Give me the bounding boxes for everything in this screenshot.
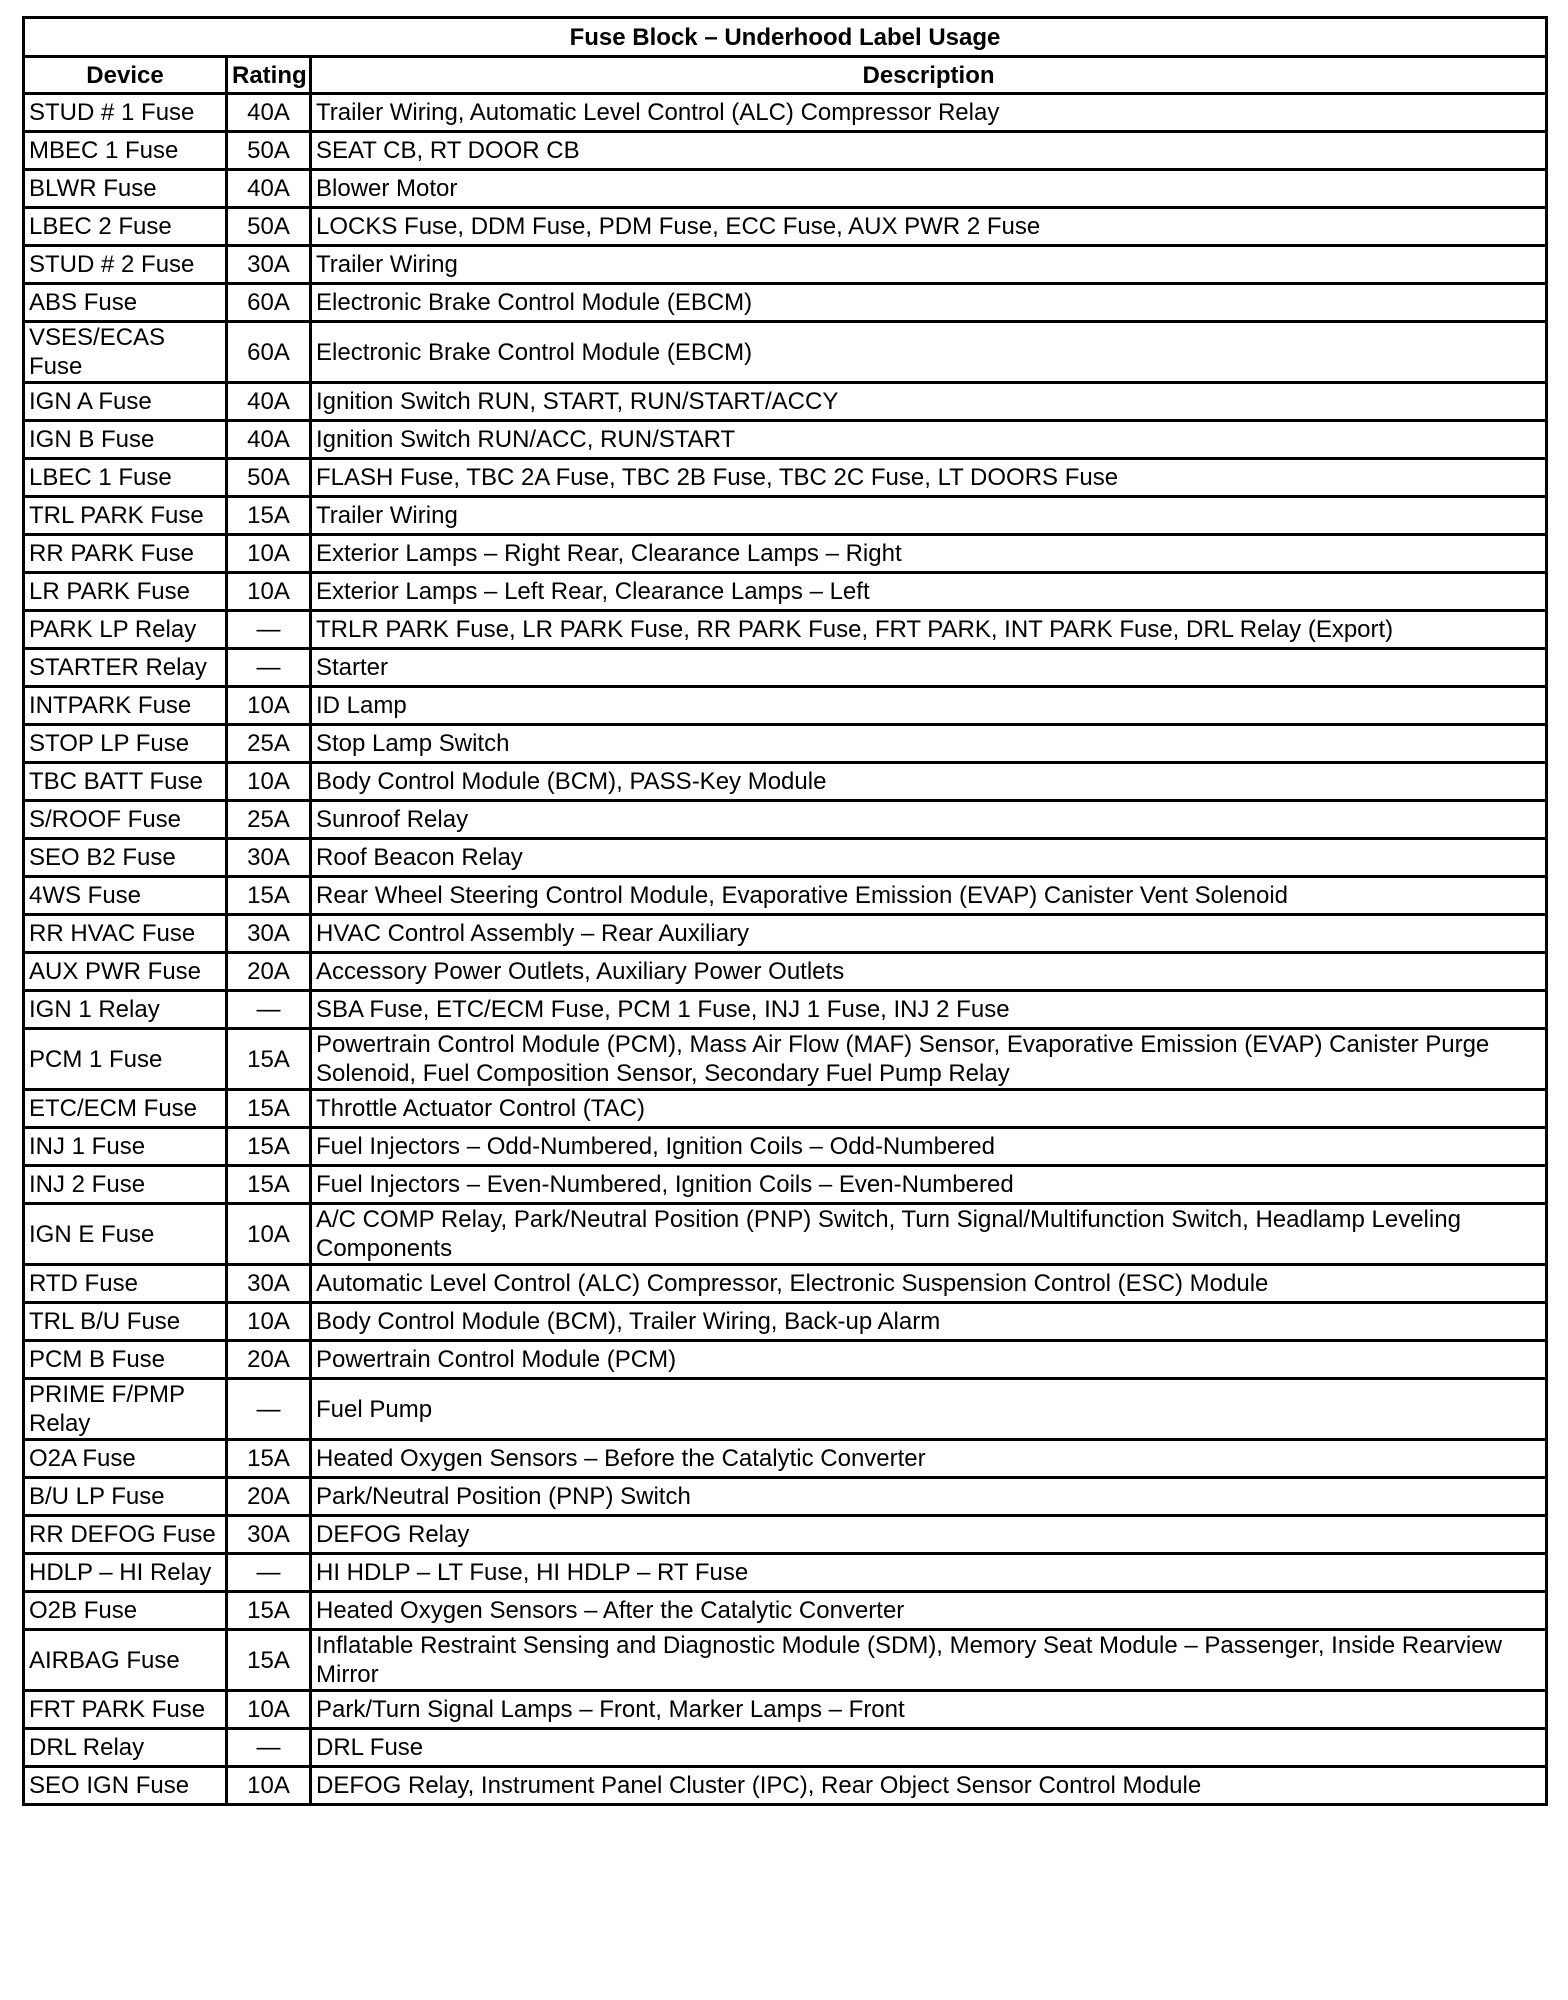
description-cell: ID Lamp [311, 687, 1547, 725]
rating-cell: — [227, 991, 311, 1029]
description-cell: SBA Fuse, ETC/ECM Fuse, PCM 1 Fuse, INJ 1 Fuse, INJ 2 Fuse [311, 991, 1547, 1029]
device-cell: SEO B2 Fuse [24, 839, 227, 877]
description-cell: DEFOG Relay [311, 1516, 1547, 1554]
table-row [24, 1029, 1547, 1090]
description-cell: Sunroof Relay [311, 801, 1547, 839]
device-cell: VSES/ECAS Fuse [24, 322, 227, 383]
description-cell: Trailer Wiring [311, 497, 1547, 535]
device-cell: INJ 2 Fuse [24, 1166, 227, 1204]
description-cell: DEFOG Relay, Instrument Panel Cluster (IPC), Rear Object Sensor Control Module [311, 1767, 1547, 1805]
device-cell: INTPARK Fuse [24, 687, 227, 725]
rating-cell: 30A [227, 915, 311, 953]
device-cell: STUD # 2 Fuse [24, 246, 227, 284]
rating-cell: — [227, 1554, 311, 1592]
table-row [24, 687, 1547, 725]
rating-cell: 10A [227, 1303, 311, 1341]
rating-cell: 15A [227, 1592, 311, 1630]
table-row [24, 1265, 1547, 1303]
table-row [24, 611, 1547, 649]
table-row [24, 725, 1547, 763]
rating-cell: 20A [227, 953, 311, 991]
rating-cell: 25A [227, 725, 311, 763]
device-cell: INJ 1 Fuse [24, 1128, 227, 1166]
device-cell: TRL B/U Fuse [24, 1303, 227, 1341]
device-cell: FRT PARK Fuse [24, 1691, 227, 1729]
rating-cell: 10A [227, 1204, 311, 1265]
description-cell: Fuel Injectors – Even-Numbered, Ignition Coils – Even-Numbered [311, 1166, 1547, 1204]
device-cell: IGN A Fuse [24, 383, 227, 421]
description-cell: Roof Beacon Relay [311, 839, 1547, 877]
device-cell: AUX PWR Fuse [24, 953, 227, 991]
description-cell: Trailer Wiring [311, 246, 1547, 284]
description-cell: Electronic Brake Control Module (EBCM) [311, 322, 1547, 383]
device-cell: B/U LP Fuse [24, 1478, 227, 1516]
device-cell: STOP LP Fuse [24, 725, 227, 763]
table-row [24, 1166, 1547, 1204]
table-row [24, 1767, 1547, 1805]
rating-cell: 40A [227, 421, 311, 459]
device-cell: TBC BATT Fuse [24, 763, 227, 801]
rating-cell: 40A [227, 383, 311, 421]
rating-cell: 15A [227, 1630, 311, 1691]
description-cell: Ignition Switch RUN/ACC, RUN/START [311, 421, 1547, 459]
table-row [24, 763, 1547, 801]
rating-cell: — [227, 1379, 311, 1440]
description-cell: Exterior Lamps – Right Rear, Clearance Lamps – Right [311, 535, 1547, 573]
description-cell: TRLR PARK Fuse, LR PARK Fuse, RR PARK Fuse, FRT PARK, INT PARK Fuse, DRL Relay (Export) [311, 611, 1547, 649]
rating-cell: — [227, 649, 311, 687]
header-device: Device [24, 57, 227, 94]
description-cell: Exterior Lamps – Left Rear, Clearance Lamps – Left [311, 573, 1547, 611]
description-cell: Body Control Module (BCM), Trailer Wiring, Back-up Alarm [311, 1303, 1547, 1341]
device-cell: PCM 1 Fuse [24, 1029, 227, 1090]
rating-cell: 50A [227, 459, 311, 497]
header-description: Description [311, 57, 1547, 94]
description-cell: Park/Turn Signal Lamps – Front, Marker Lamps – Front [311, 1691, 1547, 1729]
rating-cell: 30A [227, 839, 311, 877]
description-cell: Blower Motor [311, 170, 1547, 208]
rating-cell: 20A [227, 1478, 311, 1516]
table-row [24, 1204, 1547, 1265]
table-body [24, 94, 1547, 1805]
table-row [24, 1516, 1547, 1554]
rating-cell: 50A [227, 132, 311, 170]
rating-cell: 10A [227, 687, 311, 725]
table-row [24, 649, 1547, 687]
description-cell: Stop Lamp Switch [311, 725, 1547, 763]
table-row [24, 991, 1547, 1029]
device-cell: MBEC 1 Fuse [24, 132, 227, 170]
description-cell: LOCKS Fuse, DDM Fuse, PDM Fuse, ECC Fuse, AUX PWR 2 Fuse [311, 208, 1547, 246]
description-cell: HVAC Control Assembly – Rear Auxiliary [311, 915, 1547, 953]
table-row [24, 877, 1547, 915]
table-row [24, 839, 1547, 877]
device-cell: LBEC 1 Fuse [24, 459, 227, 497]
table-row [24, 459, 1547, 497]
rating-cell: 10A [227, 763, 311, 801]
description-cell: Park/Neutral Position (PNP) Switch [311, 1478, 1547, 1516]
rating-cell: 15A [227, 1090, 311, 1128]
rating-cell: 20A [227, 1341, 311, 1379]
description-cell: SEAT CB, RT DOOR CB [311, 132, 1547, 170]
table-row [24, 1554, 1547, 1592]
rating-cell: 40A [227, 94, 311, 132]
description-cell: Heated Oxygen Sensors – After the Catalytic Converter [311, 1592, 1547, 1630]
rating-cell: 40A [227, 170, 311, 208]
description-cell: Throttle Actuator Control (TAC) [311, 1090, 1547, 1128]
device-cell: BLWR Fuse [24, 170, 227, 208]
rating-cell: 15A [227, 877, 311, 915]
table-row [24, 1729, 1547, 1767]
rating-cell: — [227, 611, 311, 649]
table-row [24, 1592, 1547, 1630]
device-cell: O2B Fuse [24, 1592, 227, 1630]
table-row [24, 1090, 1547, 1128]
device-cell: PARK LP Relay [24, 611, 227, 649]
description-cell: Inflatable Restraint Sensing and Diagnostic Module (SDM), Memory Seat Module – Passenger, Inside Rearview Mirror [311, 1630, 1547, 1691]
rating-cell: 60A [227, 284, 311, 322]
rating-cell: 60A [227, 322, 311, 383]
rating-cell: 30A [227, 246, 311, 284]
description-cell: Powertrain Control Module (PCM) [311, 1341, 1547, 1379]
table-row [24, 132, 1547, 170]
table-row [24, 1341, 1547, 1379]
rating-cell: 30A [227, 1516, 311, 1554]
device-cell: O2A Fuse [24, 1440, 227, 1478]
table-row [24, 573, 1547, 611]
device-cell: ABS Fuse [24, 284, 227, 322]
device-cell: RR DEFOG Fuse [24, 1516, 227, 1554]
table-row [24, 383, 1547, 421]
device-cell: TRL PARK Fuse [24, 497, 227, 535]
device-cell: AIRBAG Fuse [24, 1630, 227, 1691]
table-row [24, 246, 1547, 284]
table-row [24, 801, 1547, 839]
description-cell: HI HDLP – LT Fuse, HI HDLP – RT Fuse [311, 1554, 1547, 1592]
rating-cell: 25A [227, 801, 311, 839]
device-cell: LBEC 2 Fuse [24, 208, 227, 246]
device-cell: PCM B Fuse [24, 1341, 227, 1379]
description-cell: Trailer Wiring, Automatic Level Control (ALC) Compressor Relay [311, 94, 1547, 132]
rating-cell: 15A [227, 1166, 311, 1204]
table-row [24, 1379, 1547, 1440]
device-cell: PRIME F/PMP Relay [24, 1379, 227, 1440]
device-cell: LR PARK Fuse [24, 573, 227, 611]
fuse-table [22, 16, 1548, 1806]
table-row [24, 1478, 1547, 1516]
rating-cell: 10A [227, 1691, 311, 1729]
table-row [24, 208, 1547, 246]
description-cell: Fuel Pump [311, 1379, 1547, 1440]
table-row [24, 170, 1547, 208]
description-cell: FLASH Fuse, TBC 2A Fuse, TBC 2B Fuse, TBC 2C Fuse, LT DOORS Fuse [311, 459, 1547, 497]
description-cell: Heated Oxygen Sensors – Before the Catalytic Converter [311, 1440, 1547, 1478]
description-cell: Accessory Power Outlets, Auxiliary Power Outlets [311, 953, 1547, 991]
description-cell: Ignition Switch RUN, START, RUN/START/ACCY [311, 383, 1547, 421]
description-cell: Body Control Module (BCM), PASS-Key Module [311, 763, 1547, 801]
table-row [24, 915, 1547, 953]
table-row [24, 1440, 1547, 1478]
rating-cell: — [227, 1729, 311, 1767]
description-cell: A/C COMP Relay, Park/Neutral Position (PNP) Switch, Turn Signal/Multifunction Switch, Headlamp Leveling Components [311, 1204, 1547, 1265]
table-row [24, 284, 1547, 322]
device-cell: IGN B Fuse [24, 421, 227, 459]
description-cell: Rear Wheel Steering Control Module, Evaporative Emission (EVAP) Canister Vent Solenoid [311, 877, 1547, 915]
device-cell: IGN E Fuse [24, 1204, 227, 1265]
table-row [24, 535, 1547, 573]
device-cell: RTD Fuse [24, 1265, 227, 1303]
rating-cell: 15A [227, 497, 311, 535]
table-row [24, 94, 1547, 132]
table-row [24, 322, 1547, 383]
rating-cell: 10A [227, 1767, 311, 1805]
device-cell: 4WS Fuse [24, 877, 227, 915]
table-row [24, 1630, 1547, 1691]
rating-cell: 15A [227, 1029, 311, 1090]
description-cell: Powertrain Control Module (PCM), Mass Air Flow (MAF) Sensor, Evaporative Emission (EVAP) Canister Purge Solenoid, Fuel Composition Sensor, Secondary Fuel Pump Relay [311, 1029, 1547, 1090]
table-title: Fuse Block – Underhood Label Usage [24, 18, 1547, 57]
table-row [24, 1128, 1547, 1166]
table-row [24, 421, 1547, 459]
device-cell: DRL Relay [24, 1729, 227, 1767]
rating-cell: 50A [227, 208, 311, 246]
table-row [24, 1691, 1547, 1729]
description-cell: Electronic Brake Control Module (EBCM) [311, 284, 1547, 322]
rating-cell: 15A [227, 1128, 311, 1166]
header-rating: Rating [227, 57, 311, 94]
description-cell: Starter [311, 649, 1547, 687]
table-row [24, 1303, 1547, 1341]
table-row [24, 953, 1547, 991]
device-cell: STARTER Relay [24, 649, 227, 687]
description-cell: Automatic Level Control (ALC) Compressor, Electronic Suspension Control (ESC) Module [311, 1265, 1547, 1303]
description-cell: DRL Fuse [311, 1729, 1547, 1767]
title-row [24, 18, 1547, 57]
device-cell: STUD # 1 Fuse [24, 94, 227, 132]
device-cell: ETC/ECM Fuse [24, 1090, 227, 1128]
description-cell: Fuel Injectors – Odd-Numbered, Ignition Coils – Odd-Numbered [311, 1128, 1547, 1166]
rating-cell: 10A [227, 535, 311, 573]
rating-cell: 30A [227, 1265, 311, 1303]
device-cell: SEO IGN Fuse [24, 1767, 227, 1805]
rating-cell: 15A [227, 1440, 311, 1478]
device-cell: S/ROOF Fuse [24, 801, 227, 839]
table-row [24, 497, 1547, 535]
header-row [24, 57, 1547, 94]
device-cell: IGN 1 Relay [24, 991, 227, 1029]
device-cell: RR HVAC Fuse [24, 915, 227, 953]
device-cell: HDLP – HI Relay [24, 1554, 227, 1592]
rating-cell: 10A [227, 573, 311, 611]
device-cell: RR PARK Fuse [24, 535, 227, 573]
